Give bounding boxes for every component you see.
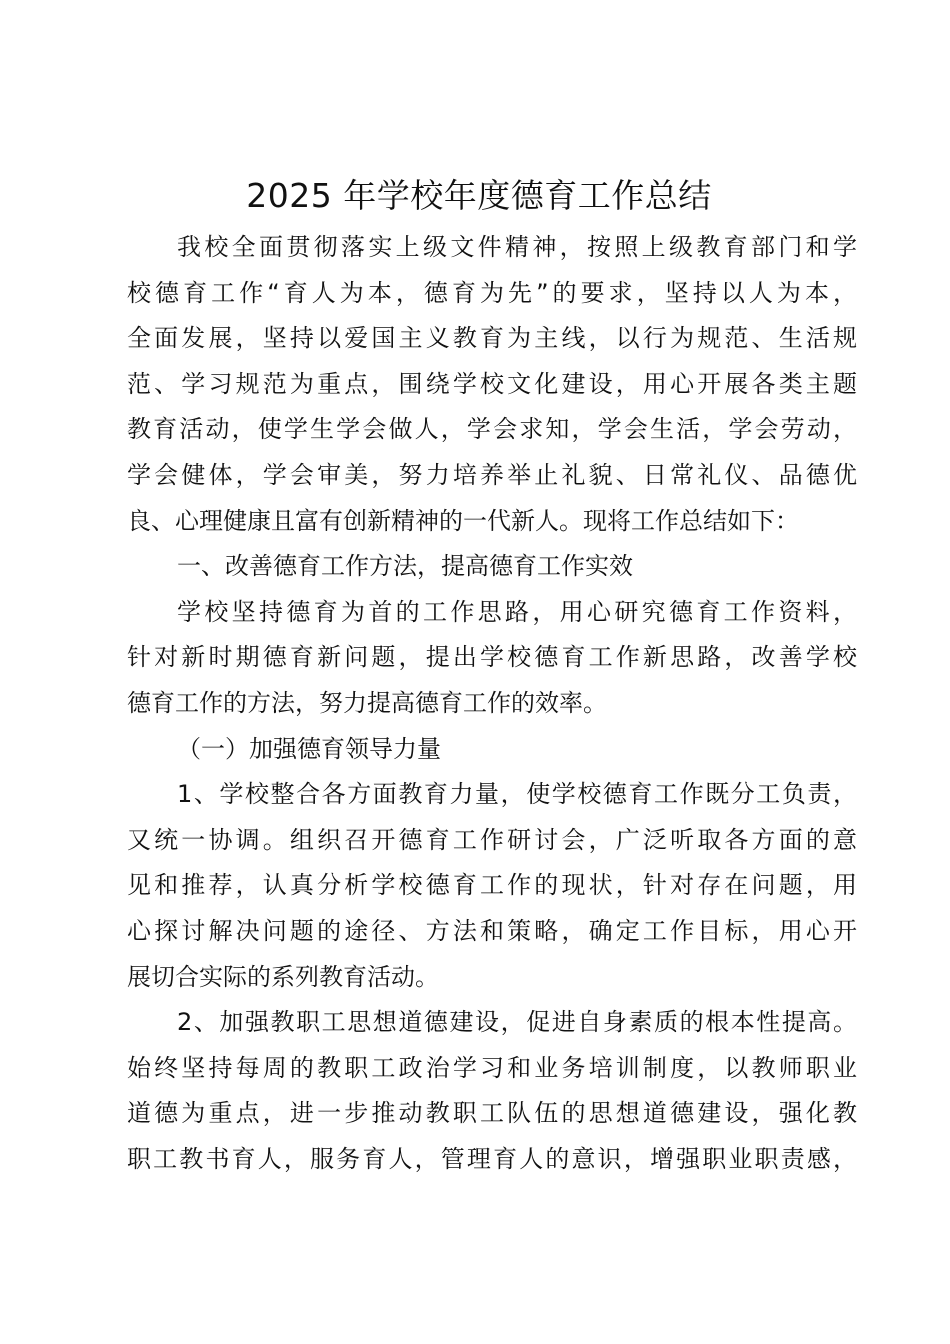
paragraph-line: 心探讨解决问题的途径、方法和策略，确定工作目标，用心开 <box>127 916 857 945</box>
paragraph-line: 展切合实际的系列教育活动。 <box>127 962 439 991</box>
paragraph-line: 针对新时期德育新问题，提出学校德育工作新思路，改善学校 <box>127 643 857 672</box>
paragraph-line: 一、改善德育工作方法，提高德育工作实效 <box>177 552 633 581</box>
paragraph-line: 德育工作的方法，努力提高德育工作的效率。 <box>127 688 607 717</box>
document-title: 2025 年学校年度德育工作总结 <box>246 176 712 215</box>
paragraph-line: 又统一协调。组织召开德育工作研讨会，广泛听取各方面的意 <box>127 825 857 854</box>
paragraph-line: 2、加强教职工思想道德建设，促进自身素质的根本性提高。 <box>177 1008 857 1037</box>
paragraph-line: 道德为重点，进一步推动教职工队伍的思想道德建设，强化教 <box>127 1099 857 1128</box>
paragraph-line: 范、学习规范为重点，围绕学校文化建设，用心开展各类主题 <box>127 369 857 398</box>
paragraph-line: 职工教书育人，服务育人，管理育人的意识，增强职业职责感， <box>127 1144 857 1173</box>
paragraph-line: 我校全面贯彻落实上级文件精神，按照上级教育部门和学 <box>177 233 857 261</box>
paragraph-line: 良、心理健康且富有创新精神的一代新人。现将工作总结如下： <box>127 506 799 535</box>
paragraph-line: 1、学校整合各方面教育力量，使学校德育工作既分工负责， <box>177 780 857 809</box>
paragraph-line: 学会健体，学会审美，努力培养举止礼貌、日常礼仪、品德优 <box>127 460 857 489</box>
paragraph-line: 始终坚持每周的教职工政治学习和业务培训制度，以教师职业 <box>127 1053 857 1082</box>
paragraph-line: 教育活动，使学生学会做人，学会求知，学会生活，学会劳动， <box>127 415 857 444</box>
paragraph-line: 学校坚持德育为首的工作思路，用心研究德育工作资料， <box>177 597 857 626</box>
document-body <box>127 225 857 1182</box>
paragraph-line: 全面发展，坚持以爱国主义教育为主线，以行为规范、生活规 <box>127 324 857 353</box>
paragraph-line: 校德育工作“育人为本，德育为先”的要求，坚持以人为本， <box>127 278 857 307</box>
paragraph-line: （一）加强德育领导力量 <box>177 734 441 763</box>
paragraph-line: 见和推荐，认真分析学校德育工作的现状，针对存在问题，用 <box>127 871 857 900</box>
